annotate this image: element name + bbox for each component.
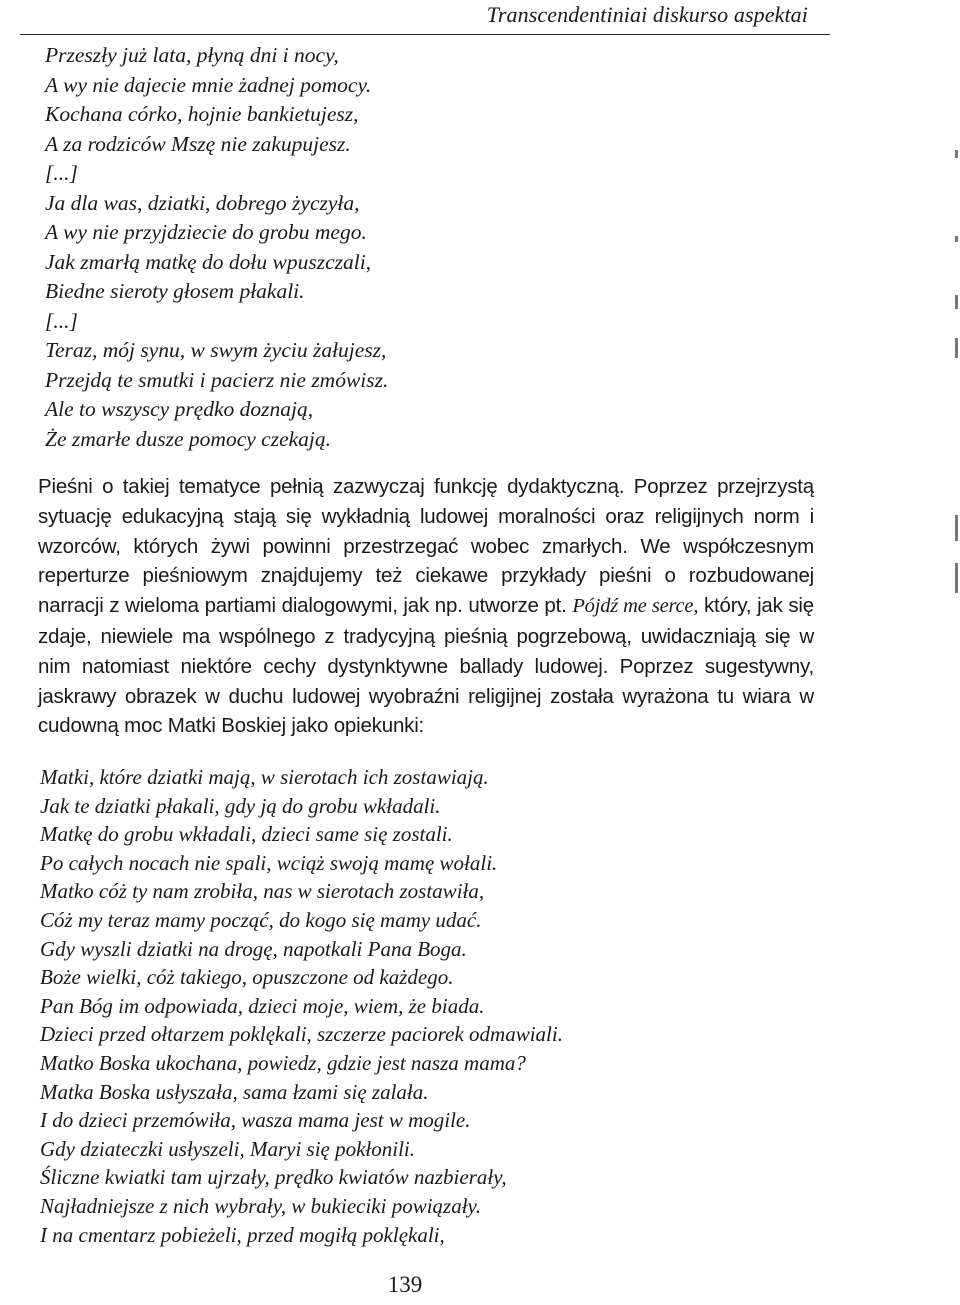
verse-line: A wy nie dajecie mnie żadnej pomocy. — [45, 72, 372, 97]
verse-line: Jak te dziatki płakali, gdy ją do grobu wkładali. — [40, 793, 441, 818]
verse-line: Biedne sieroty głosem płakali. — [45, 279, 305, 303]
verse-line: Gdy dziateczki usłyszeli, Maryi się pokłonili. — [40, 1136, 416, 1161]
margin-scan-mark — [955, 150, 958, 158]
margin-scan-mark — [955, 515, 958, 541]
verse-line: Matko Boska ukochana, powiedz, gdzie jest nasza mama? — [40, 1050, 526, 1075]
margin-scan-mark — [955, 236, 958, 242]
verse-line: Matkę do grobu wkładali, dzieci same się zostali. — [40, 822, 453, 847]
verse-ellipsis: [...] — [45, 161, 78, 185]
paragraph-text-1: Pieśni o takiej tematyce pełnią zazwyczaj funkcję dydaktyczną. Poprzez przejrzystą sytuację edukacyjną stają się wykładnią ludowej moralności oraz religijnych norm i wzorców, których żywi powinni przestrzegać wobec zmarłych. We współczesnym reperturze pieśniowym znajdujemy też ciekawe przykłady pieśni o rozbudowanej narracji z wieloma partiami dialogowymi, jak np. utworze pt. — [38, 475, 814, 618]
verse-line: Najładniejsze z nich wybrały, w bukieciki powiązały. — [40, 1193, 481, 1218]
margin-scan-mark — [955, 338, 958, 358]
margin-scan-mark — [955, 295, 958, 309]
verse-line: Śliczne kwiatki tam ujrzały, prędko kwiatów nazbierały, — [40, 1165, 507, 1190]
verse-line: Matko cóż ty nam zrobiła, nas w sierotach zostawiła, — [40, 879, 485, 904]
verse-line: A wy nie przyjdziecie do grobu mego. — [45, 220, 367, 244]
verse-line: Gdy wyszli dziatki na drogę, napotkali Pana Boga. — [40, 936, 467, 961]
verse-line: Ale to wszyscy prędko doznają, — [45, 397, 314, 421]
verse-line: Kochana córko, hojnie bankietujesz, — [45, 102, 359, 126]
paragraph-text-2: który, jak się zdaje, niewiele ma wspólnego z tradycyjną pieśnią pogrzebową, uwidaczniają się w nim natomiast niektóre cechy dystynktywne ballady ludowej. Poprzez sugestywny, jaskrawy obrazek w duchu ludowej wyobraźni religijnej została wyrażona tu wiara w cudowną moc Matki Boskiej jako opiekunki: — [38, 594, 814, 738]
running-head — [20, 0, 830, 35]
verse-block-1 — [45, 41, 388, 454]
verse-line: Że zmarłe dusze pomocy czekają. — [45, 426, 332, 451]
verse-line: Dzieci przed ołtarzem poklękali, szczerze paciorek odmawiali. — [40, 1022, 563, 1047]
song-title-italic: Pójdź me serce, — [572, 595, 699, 618]
verse-line: A za rodziców Mszę nie zakupujesz. — [45, 131, 351, 156]
verse-line: Przejdą te smutki i pacierz nie zmówisz. — [45, 367, 389, 392]
verse-line: Boże wielki, cóż takiego, opuszczone od każdego. — [40, 965, 454, 990]
verse-line: Po całych nocach nie spali, wciąż swoją mamę wołali. — [40, 850, 498, 875]
running-head-title: Transcendentiniai diskurso aspektai — [486, 2, 808, 27]
verse-line: Teraz, mój synu, w swym życiu żałujesz, — [45, 338, 387, 362]
verse-line: Ja dla was, dziatki, dobrego życzyła, — [45, 190, 360, 215]
verse-line: Jak zmarłą matkę do dołu wpuszczali, — [45, 249, 372, 274]
verse-line: Matki, które dziatki mają, w sierotach ich zostawiają. — [40, 765, 489, 789]
verse-line: Matka Boska usłyszała, sama łzami się zalała. — [40, 1079, 429, 1104]
verse-block-2 — [40, 763, 563, 1249]
verse-ellipsis: [...] — [45, 308, 78, 333]
verse-line: Cóż my teraz mamy począć, do kogo się mamy udać. — [40, 907, 482, 932]
verse-line: Przeszły już lata, płyną dni i nocy, — [45, 43, 339, 67]
margin-scan-mark — [955, 563, 958, 593]
verse-line: I do dzieci przemówiła, wasza mama jest w mogile. — [40, 1108, 471, 1133]
verse-line: Pan Bóg im odpowiada, dzieci moje, wiem, że biada. — [40, 993, 485, 1018]
verse-line: I na cmentarz pobieżeli, przed mogiłą poklękali, — [40, 1222, 445, 1247]
page-number: 139 — [387, 1272, 423, 1297]
body-paragraph — [38, 472, 814, 741]
